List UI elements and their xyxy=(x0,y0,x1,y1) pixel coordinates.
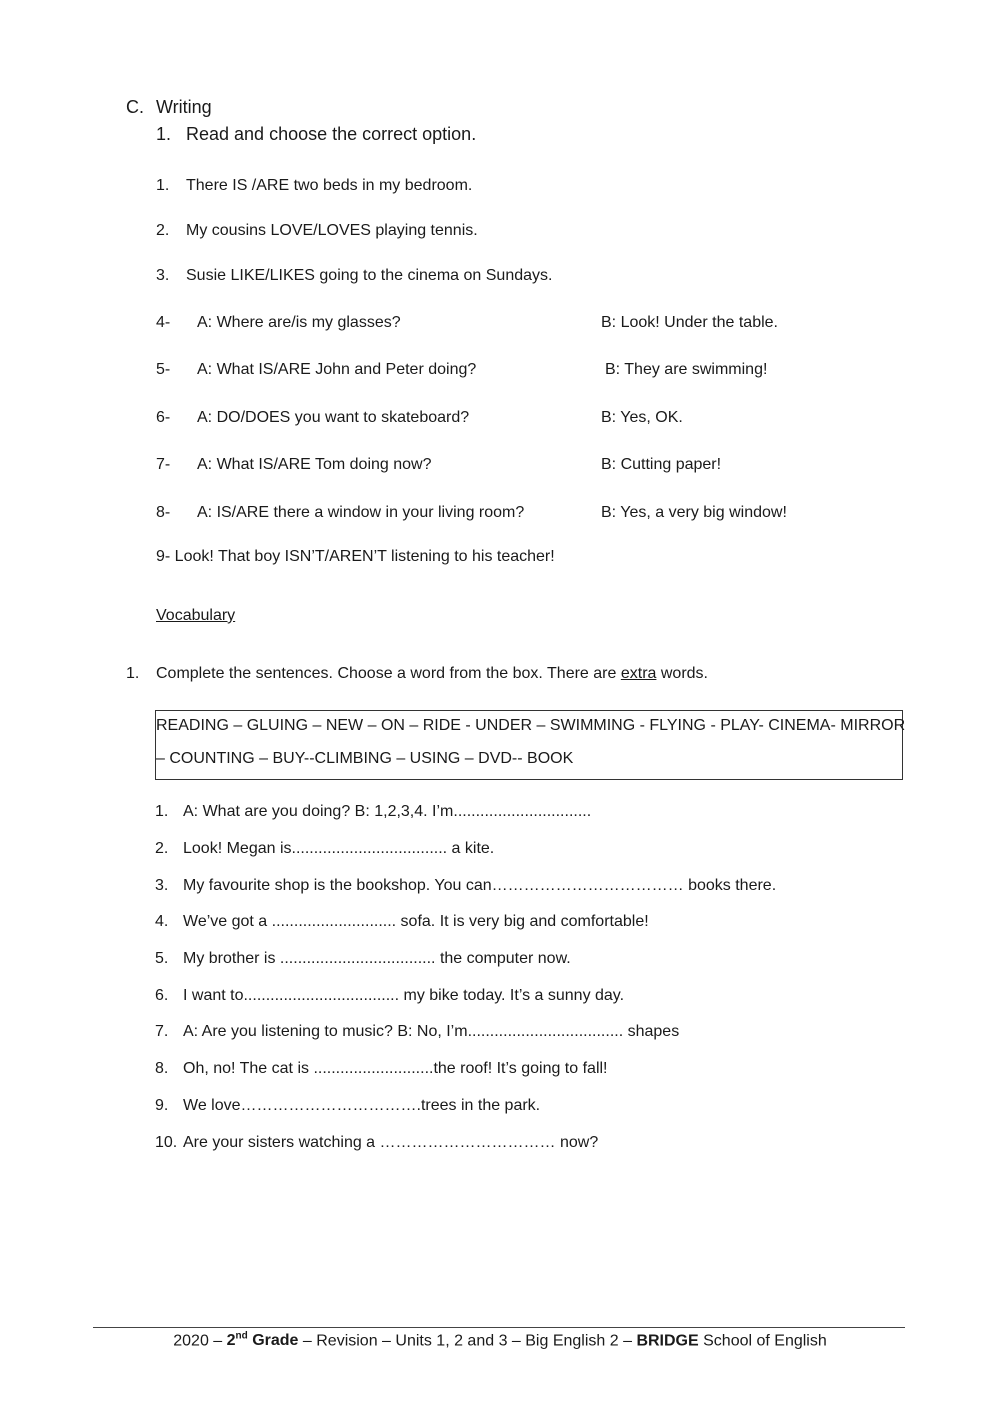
fill-in-sentence: My favourite shop is the bookshop. You can……………………………… books there. xyxy=(183,877,777,894)
footer-course: – Revision – Units 1, 2 and 3 – Big English 2 – xyxy=(298,1332,637,1350)
dialogue-answer: B: Yes, a very big window! xyxy=(601,504,787,521)
fill-in-sentence: Are your sisters watching a …………………………… now? xyxy=(183,1134,599,1151)
section-title: Writing xyxy=(156,97,212,117)
item-number: 5- xyxy=(156,361,171,378)
footer-year: 2020 – xyxy=(173,1332,227,1350)
instruction-text: Complete the sentences. Choose a word from the box. There are xyxy=(156,665,621,682)
item-number: 1. xyxy=(156,177,170,194)
item-number: 3. xyxy=(155,877,169,894)
item-number: 6. xyxy=(155,987,169,1004)
word-box xyxy=(155,710,906,780)
item-number: 7. xyxy=(155,1023,169,1040)
grammar-instruction: Read and choose the correct option. xyxy=(186,124,477,144)
page-footer xyxy=(0,1331,1000,1350)
dialogue-answer: B: They are swimming! xyxy=(605,361,768,378)
dialogue-question: A: DO/DOES you want to skateboard? xyxy=(197,409,470,426)
fill-in-sentence: I want to................................... my bike today. It’s a sunny day. xyxy=(183,987,625,1004)
fill-in-sentence: A: Are you listening to music? B: No, I’m................................... shapes xyxy=(183,1023,680,1040)
item-number: 8. xyxy=(155,1060,169,1077)
fill-in-sentence: My brother is ................................... the computer now. xyxy=(183,950,571,967)
dialogue-question: A: Where are/is my glasses? xyxy=(197,314,401,331)
footer-school-rest: School of English xyxy=(698,1332,827,1350)
item-number: 2. xyxy=(156,222,170,239)
fill-in-sentence: A: What are you doing? B: 1,2,3,4. I’m............................... xyxy=(183,803,592,820)
dialogue-question: A: IS/ARE there a window in your living room? xyxy=(197,504,525,521)
item-number: 4. xyxy=(155,913,169,930)
section-letter: C. xyxy=(126,97,144,117)
word-box-line: READING – GLUING – NEW – ON – RIDE - UNDER – SWIMMING - FLYING - PLAY- CINEMA- MIRROR xyxy=(156,717,906,734)
instruction-underlined-word: extra xyxy=(620,665,657,682)
item-number: 10. xyxy=(155,1134,178,1151)
grammar-item: My cousins LOVE/LOVES playing tennis. xyxy=(186,222,478,239)
vocabulary-heading: Vocabulary xyxy=(156,607,236,624)
footer-divider xyxy=(93,1327,905,1328)
grammar-item-9: 9- Look! That boy ISN’T/AREN’T listening to his teacher! xyxy=(156,548,555,565)
footer-grade-word: Grade xyxy=(247,1332,299,1350)
fill-in-sentence: We’ve got a ............................ sofa. It is very big and comfortable! xyxy=(183,913,649,930)
item-number: 5. xyxy=(155,950,169,967)
item-number: 9. xyxy=(155,1097,169,1114)
item-number: 3. xyxy=(156,267,170,284)
word-box-line: – COUNTING – BUY--CLIMBING – USING – DVD-- BOOK xyxy=(156,750,574,767)
dialogue-answer: B: Cutting paper! xyxy=(601,456,722,473)
item-number: 4- xyxy=(156,314,171,331)
instruction-text: words. xyxy=(656,665,708,682)
instruction-number: 1. xyxy=(156,124,172,144)
dialogue-question: A: What IS/ARE Tom doing now? xyxy=(197,456,432,473)
item-number: 1. xyxy=(155,803,169,820)
fill-in-sentence: Look! Megan is................................... a kite. xyxy=(183,840,495,857)
item-number: 6- xyxy=(156,409,171,426)
vocabulary-instruction xyxy=(156,665,708,683)
grammar-item: There IS /ARE two beds in my bedroom. xyxy=(186,177,473,194)
footer-grade-suffix: nd xyxy=(235,1331,248,1342)
item-number: 2. xyxy=(155,840,169,857)
fill-in-sentence: We love…………………………….trees in the park. xyxy=(183,1097,541,1114)
dialogue-answer: B: Yes, OK. xyxy=(601,409,683,426)
item-number: 8- xyxy=(156,504,171,521)
grammar-item: Susie LIKE/LIKES going to the cinema on Sundays. xyxy=(186,267,553,284)
footer-grade-number: 2 xyxy=(226,1332,236,1350)
fill-in-sentence: Oh, no! The cat is ...........................the roof! It’s going to fall! xyxy=(183,1060,608,1077)
instruction-number: 1. xyxy=(126,665,140,682)
item-number: 7- xyxy=(156,456,171,473)
dialogue-answer: B: Look! Under the table. xyxy=(601,314,778,331)
footer-school-bold: BRIDGE xyxy=(636,1332,699,1350)
dialogue-question: A: What IS/ARE John and Peter doing? xyxy=(197,361,477,378)
